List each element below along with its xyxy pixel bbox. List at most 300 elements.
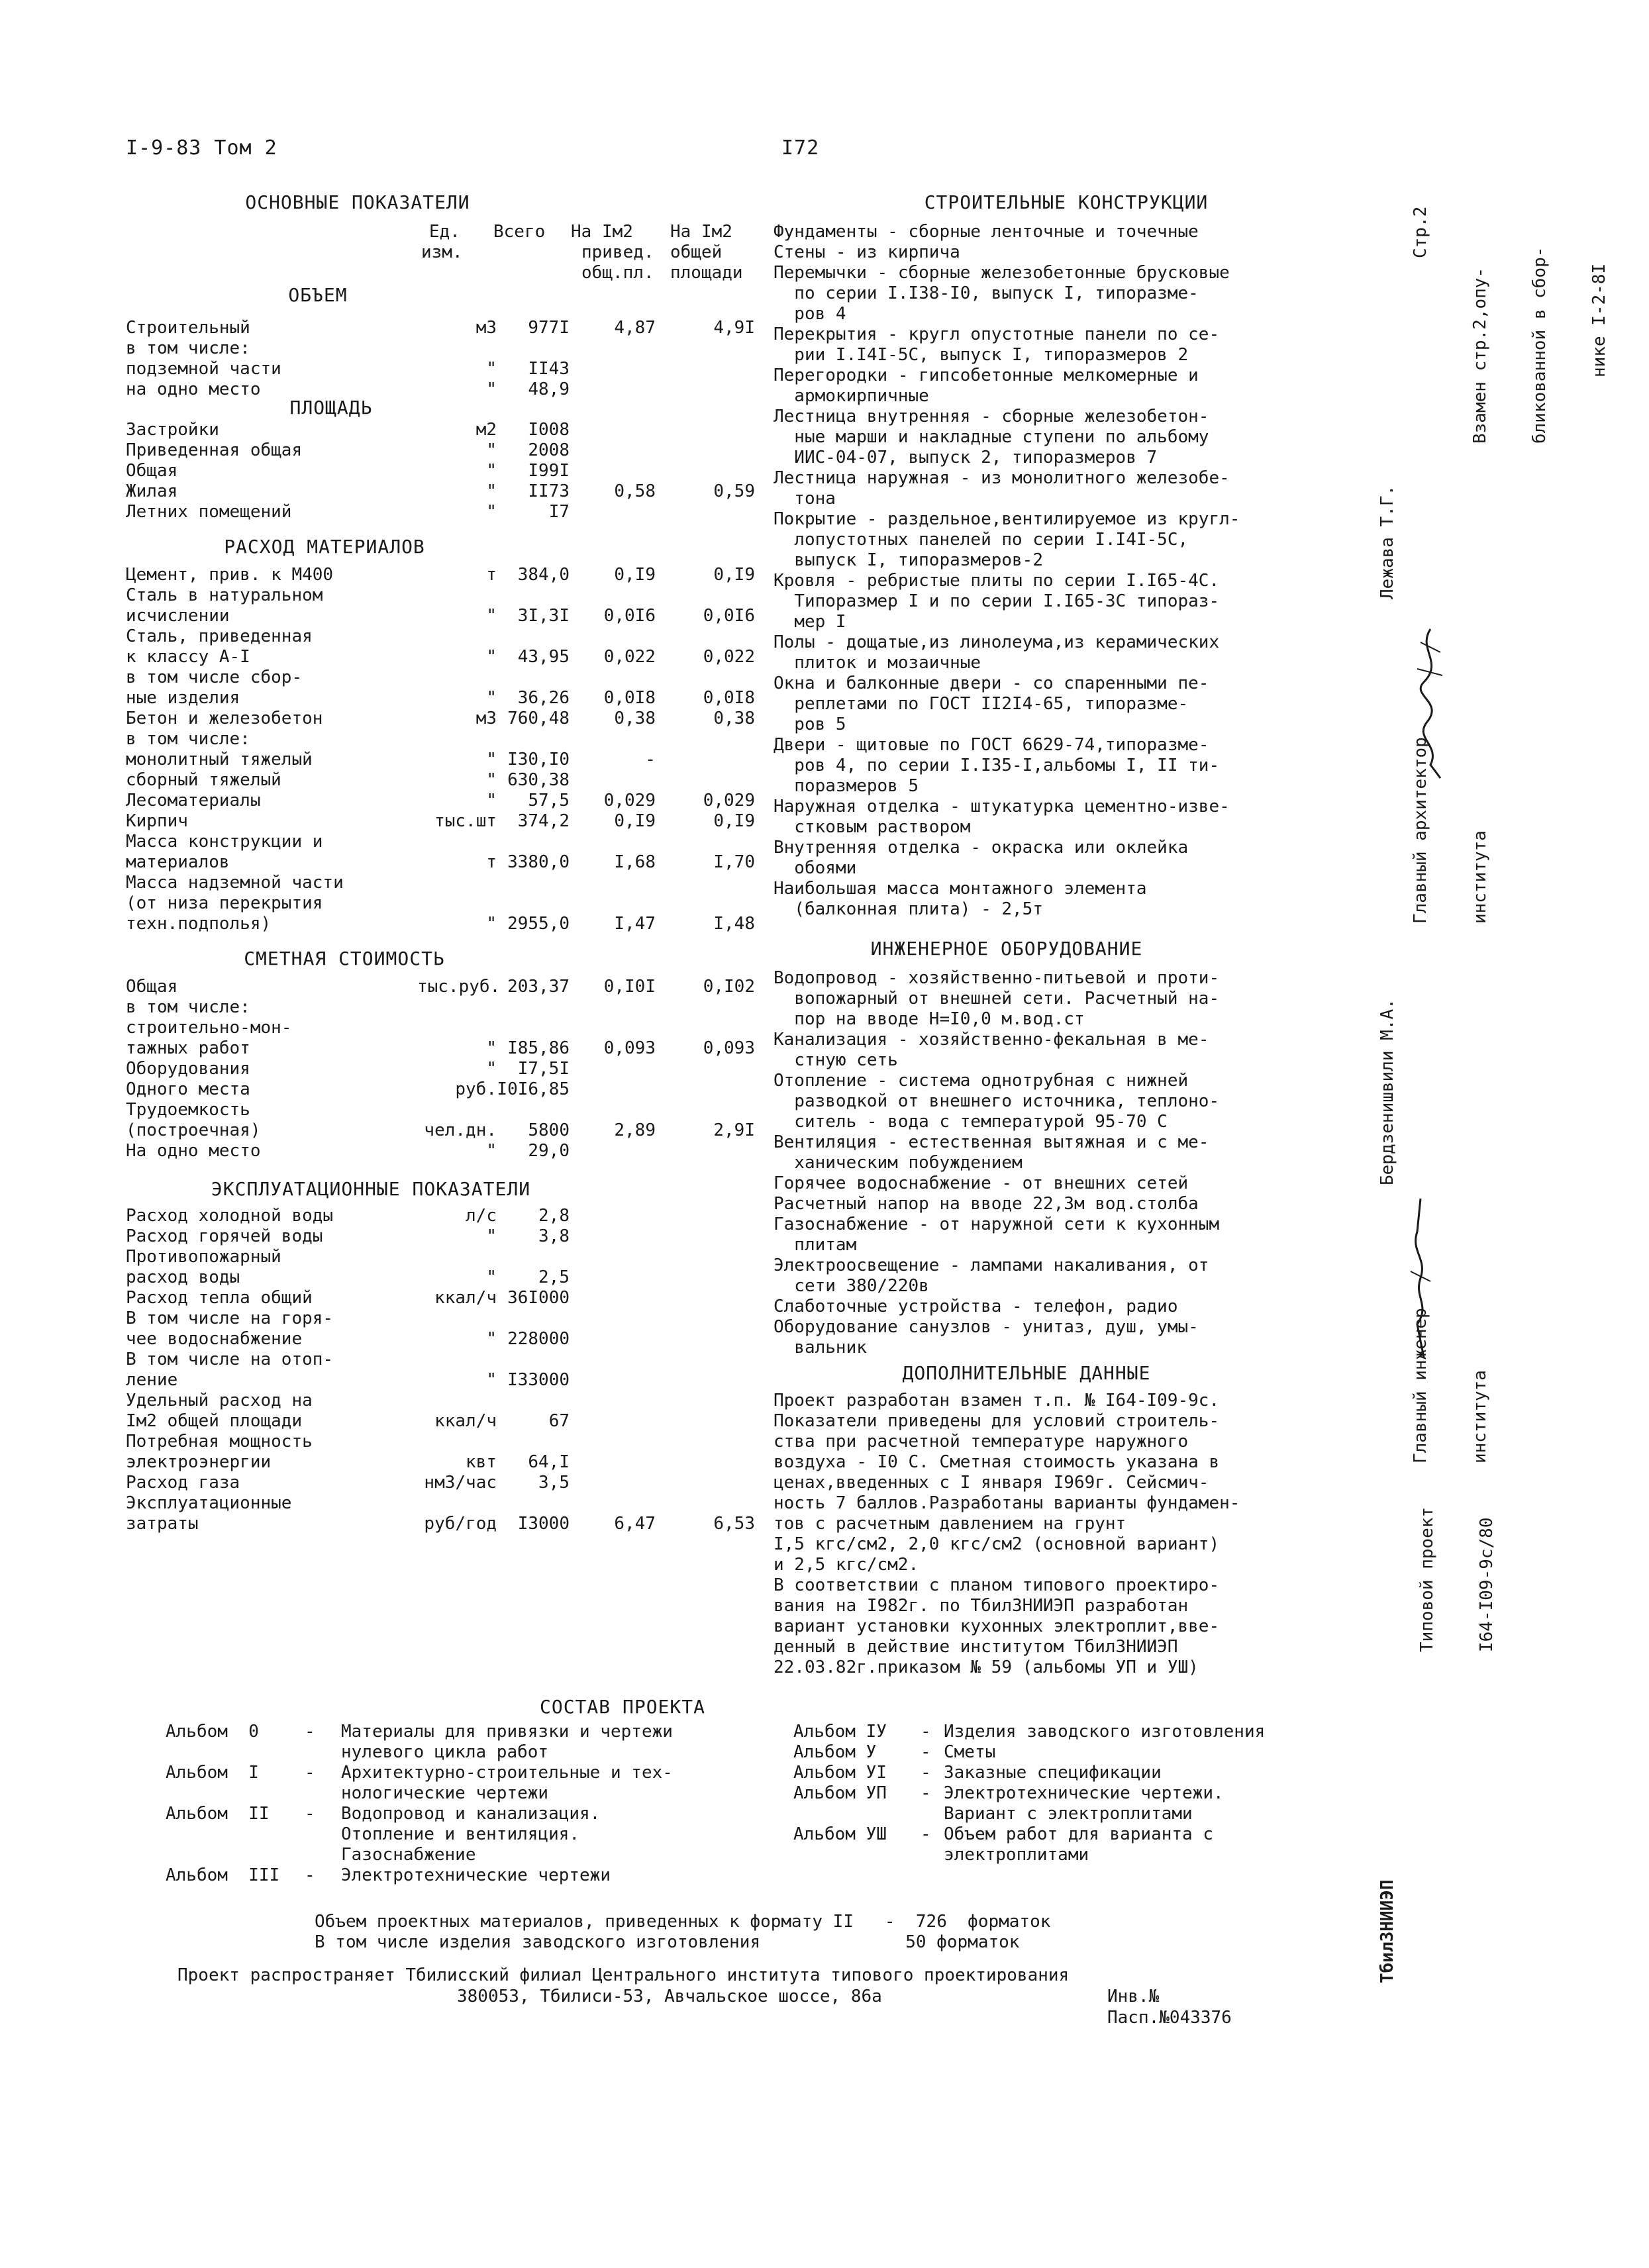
indicator-per-total: I,48 bbox=[713, 914, 755, 934]
engineering-line: ситель - вода с температурой 95-70 С bbox=[774, 1112, 1168, 1132]
indicator-unit: м3 bbox=[475, 318, 497, 338]
indicator-row bbox=[126, 606, 775, 626]
indicator-total: 43,95 bbox=[517, 647, 570, 667]
indicator-label: в том числе: bbox=[126, 997, 250, 1017]
section-cost: СМЕТНАЯ СТОИМОСТЬ bbox=[244, 948, 445, 969]
indicator-row bbox=[126, 420, 775, 440]
indicator-unit: " bbox=[486, 502, 497, 522]
structures-line: Лестница наружная - из монолитного железобе- bbox=[774, 468, 1230, 488]
indicator-row bbox=[126, 688, 775, 709]
structures-line: тона bbox=[774, 489, 836, 509]
structures-line: стковым раствором bbox=[774, 817, 971, 837]
indicator-label: Расход газа bbox=[126, 1473, 240, 1493]
indicator-per-total: 0,093 bbox=[703, 1038, 755, 1058]
indicator-label: (от низа перекрытия bbox=[126, 893, 323, 913]
section-volume: ОБЪЕМ bbox=[288, 284, 348, 306]
indicator-label: Цемент, прив. к М400 bbox=[126, 565, 334, 585]
indicator-unit: " bbox=[486, 1370, 497, 1390]
indicator-label: Расход тепла общий bbox=[126, 1288, 313, 1308]
indicator-per-reduced: I,47 bbox=[614, 914, 656, 934]
engineering-line: пор на вводе Н=I0,0 м.вод.ст bbox=[774, 1009, 1085, 1029]
album-code: Альбом УI bbox=[793, 1763, 887, 1783]
indicator-label: затраты bbox=[126, 1514, 199, 1534]
project-line-1: Типовой проект bbox=[1417, 1506, 1437, 1652]
engineering-line: стную сеть bbox=[774, 1050, 898, 1070]
indicator-per-reduced: 0,029 bbox=[603, 791, 656, 811]
structures-line: Типоразмер I и по серии I.I65-3С типораз- bbox=[774, 591, 1220, 611]
structures-line: по серии I.I38-I0, выпуск I, типоразме- bbox=[774, 283, 1199, 303]
indicator-label: Оборудования bbox=[126, 1059, 250, 1079]
indicator-unit: " bbox=[486, 440, 497, 460]
indicator-row bbox=[126, 873, 775, 893]
engineering-line: сети 380/220в bbox=[774, 1276, 929, 1296]
indicator-total: II43 bbox=[528, 359, 570, 379]
indicator-row bbox=[126, 1493, 775, 1514]
indicator-total: 630,38 bbox=[507, 770, 570, 790]
structures-line: Стены - из кирпича bbox=[774, 242, 960, 262]
indicator-per-reduced: 0,093 bbox=[603, 1038, 656, 1058]
indicator-per-total: 4,9I bbox=[713, 318, 755, 338]
structures-line: Фундаменты - сборные ленточные и точечные bbox=[774, 222, 1199, 242]
indicator-per-total: 0,029 bbox=[703, 791, 755, 811]
indicator-label: на одно место bbox=[126, 379, 261, 399]
indicator-row bbox=[126, 1141, 775, 1161]
indicator-total: 3I,3I bbox=[517, 606, 570, 626]
structures-line: ИИС-04-07, выпуск 2, типоразмеров 7 bbox=[774, 448, 1158, 468]
indicator-unit: " bbox=[486, 379, 497, 399]
indicator-label: чее водоснабжение bbox=[126, 1329, 303, 1349]
additional-line: тов с расчетным давлением на грунт bbox=[774, 1514, 1126, 1534]
indicator-label: Общая bbox=[126, 977, 178, 997]
indicator-unit: " bbox=[486, 750, 497, 769]
structures-line: ров 4 bbox=[774, 304, 846, 324]
additional-line: и 2,5 кгс/см2. bbox=[774, 1555, 919, 1575]
volume-line-1: Объем проектных материалов, приведенных к формату II - 726 форматок bbox=[315, 1912, 1051, 1932]
album-code: Альбом УП bbox=[793, 1783, 887, 1803]
indicator-unit: " bbox=[486, 1267, 497, 1287]
indicator-label: (построечная) bbox=[126, 1120, 261, 1140]
structures-line: Покрытие - раздельное,вентилируемое из кругл- bbox=[774, 509, 1240, 529]
structures-line: ные марши и накладные ступени по альбому bbox=[774, 427, 1209, 447]
engineering-line: Горячее водоснабжение - от внешних сетей bbox=[774, 1173, 1189, 1193]
indicator-label: ные изделия bbox=[126, 688, 240, 708]
indicator-total: I0I6,85 bbox=[497, 1079, 570, 1099]
indicator-label: Сталь, приведенная bbox=[126, 626, 313, 646]
structures-line: ров 5 bbox=[774, 715, 846, 734]
indicator-unit: " bbox=[486, 1226, 497, 1246]
indicator-total: 67 bbox=[548, 1411, 570, 1431]
structures-line: поразмеров 5 bbox=[774, 776, 919, 796]
album-code: Альбом УШ bbox=[793, 1824, 887, 1844]
album-description: Вариант с электроплитами bbox=[944, 1804, 1193, 1824]
indicator-per-total: 2,9I bbox=[713, 1120, 755, 1140]
indicator-row bbox=[126, 461, 775, 481]
structures-line: обоями bbox=[774, 858, 857, 878]
indicator-per-reduced: 0,I9 bbox=[614, 565, 656, 585]
indicator-row bbox=[126, 729, 775, 750]
stamp-engineer-role bbox=[1371, 1308, 1530, 1463]
indicator-per-reduced: 0,38 bbox=[614, 709, 656, 728]
indicator-per-total: 6,53 bbox=[713, 1514, 755, 1534]
engineering-line: вальник bbox=[774, 1338, 867, 1357]
structures-line: лопустотных панелей по серии I.I4I-5С, bbox=[774, 530, 1189, 550]
col-per-tot-1: На Iм2 bbox=[670, 222, 732, 242]
indicator-label: На одно место bbox=[126, 1141, 261, 1161]
indicator-label: подземной части bbox=[126, 359, 281, 379]
engineer-role-line-1: Главный инженер bbox=[1411, 1308, 1430, 1463]
indicator-per-reduced: - bbox=[645, 750, 656, 769]
indicator-row bbox=[126, 1308, 775, 1329]
indicator-row bbox=[126, 977, 775, 997]
indicator-row bbox=[126, 1206, 775, 1226]
album-dash: - bbox=[921, 1783, 931, 1803]
stamp-architect-name: Лежава Т.Г. bbox=[1377, 485, 1397, 599]
indicator-label: в том числе: bbox=[126, 729, 250, 749]
indicator-label: исчислении bbox=[126, 606, 230, 626]
stamp-note-line-4: нике I-2-8I bbox=[1589, 263, 1609, 377]
album-code: Альбом III bbox=[166, 1865, 280, 1885]
indicator-unit: " bbox=[486, 1038, 497, 1058]
section-area: ПЛОЩАДЬ bbox=[289, 397, 373, 419]
structures-line: Перемычки - сборные железобетонные брусковые bbox=[774, 263, 1230, 283]
indicator-label: в том числе: bbox=[126, 338, 250, 358]
engineering-line: ханическим побуждением bbox=[774, 1153, 1023, 1173]
indicator-total: 5800 bbox=[528, 1120, 570, 1140]
indicator-row bbox=[126, 1370, 775, 1391]
indicator-total: II73 bbox=[528, 481, 570, 501]
architect-role-line-1: Главный архитектор bbox=[1411, 737, 1430, 924]
indicator-per-total: 0,59 bbox=[713, 481, 755, 501]
indicator-total: 64,I bbox=[528, 1452, 570, 1472]
engineer-role-line-2: института bbox=[1470, 1370, 1490, 1463]
engineering-line: разводкой от внешнего источника, теплоно- bbox=[774, 1091, 1220, 1111]
indicator-row bbox=[126, 811, 775, 832]
indicator-total: 36,26 bbox=[517, 688, 570, 708]
indicator-per-total: 0,I02 bbox=[703, 977, 755, 997]
indicator-label: Приведенная общая bbox=[126, 440, 303, 460]
indicator-per-reduced: 0,022 bbox=[603, 647, 656, 667]
indicator-per-reduced: 0,I9 bbox=[614, 811, 656, 831]
indicator-unit: " bbox=[486, 770, 497, 790]
indicator-unit: руб/год bbox=[424, 1514, 497, 1534]
indicator-row bbox=[126, 791, 775, 811]
indicator-label: Лесоматериалы bbox=[126, 791, 261, 811]
indicator-row bbox=[126, 750, 775, 770]
structures-line: мер I bbox=[774, 612, 846, 632]
additional-line: воздуха - I0 С. Сметная стоимость указана в bbox=[774, 1452, 1220, 1472]
indicator-per-reduced: 6,47 bbox=[614, 1514, 656, 1534]
indicator-label: Iм2 общей площади bbox=[126, 1411, 303, 1431]
structures-line: Перекрытия - кругл опустотные панели по се- bbox=[774, 324, 1220, 344]
volume-line-2: В том числе изделия заводского изготовления 50 форматок bbox=[315, 1932, 1020, 1952]
album-description: Электротехнические чертежи bbox=[341, 1865, 611, 1885]
stamp-note-line-3: бликованной в сбор- bbox=[1530, 246, 1550, 444]
structures-line: Двери - щитовые по ГОСТ 6629-74,типоразме- bbox=[774, 735, 1209, 755]
indicator-row bbox=[126, 502, 775, 522]
stamp-org: ТбилЗНИИЭП bbox=[1377, 1879, 1397, 1983]
indicator-per-total: 0,38 bbox=[713, 709, 755, 728]
indicator-total: I7,5I bbox=[517, 1059, 570, 1079]
indicator-total: 2955,0 bbox=[507, 914, 570, 934]
col-per-tot-3: площади bbox=[670, 263, 743, 283]
engineering-line: Водопровод - хозяйственно-питьевой и проти- bbox=[774, 968, 1220, 988]
album-dash: - bbox=[921, 1742, 931, 1762]
indicator-total: 48,9 bbox=[528, 379, 570, 399]
indicator-per-reduced: 4,87 bbox=[614, 318, 656, 338]
indicator-row bbox=[126, 1018, 775, 1038]
indicator-row bbox=[126, 1226, 775, 1247]
indicator-label: техн.подполья) bbox=[126, 914, 272, 934]
indicator-row bbox=[126, 1432, 775, 1452]
additional-title: ДОПОЛНИТЕЛЬНЫЕ ДАННЫЕ bbox=[902, 1362, 1151, 1384]
indicator-label: Бетон и железобетон bbox=[126, 709, 323, 728]
indicator-unit: " bbox=[486, 481, 497, 501]
indicator-label: строительно-мон- bbox=[126, 1018, 292, 1038]
indicator-unit: " bbox=[486, 359, 497, 379]
indicator-label: Жилая bbox=[126, 481, 178, 501]
engineering-line: Оборудование санузлов - унитаз, душ, умы- bbox=[774, 1317, 1199, 1337]
indicator-per-total: 0,I9 bbox=[713, 811, 755, 831]
indicator-row bbox=[126, 1079, 775, 1100]
additional-line: ность 7 баллов.Разработаны варианты фундамен- bbox=[774, 1493, 1240, 1513]
stamp-engineer-name: Бердзенишвили М.А. bbox=[1377, 999, 1397, 1185]
section-materials: РАСХОД МАТЕРИАЛОВ bbox=[224, 536, 425, 558]
indicator-unit: ккал/ч bbox=[434, 1288, 497, 1308]
indicator-total: 384,0 bbox=[517, 565, 570, 585]
additional-line: В соответствии с планом типового проектиро- bbox=[774, 1575, 1220, 1595]
indicator-total: 2008 bbox=[528, 440, 570, 460]
col-per-red-3: общ.пл. bbox=[581, 263, 654, 283]
album-description: Архитектурно-строительные и тех- bbox=[341, 1763, 673, 1783]
indicator-total: I008 bbox=[528, 420, 570, 440]
engineering-line: Слаботочные устройства - телефон, радио bbox=[774, 1297, 1178, 1316]
indicator-label: Строительный bbox=[126, 318, 250, 338]
indicator-total: I3000 bbox=[517, 1514, 570, 1534]
additional-line: вания на I982г. по ТбилЗНИИЭП разработан bbox=[774, 1596, 1189, 1616]
indicator-total: I33000 bbox=[507, 1370, 570, 1390]
album-description: электроплитами bbox=[944, 1845, 1089, 1865]
indicator-per-reduced: 0,0I6 bbox=[603, 606, 656, 626]
indicator-row bbox=[126, 1452, 775, 1473]
structures-line: реплетами по ГОСТ II2I4-65, типоразме- bbox=[774, 694, 1189, 714]
indicator-unit: " bbox=[486, 1059, 497, 1079]
engineering-line: Газоснабжение - от наружной сети к кухонным bbox=[774, 1214, 1220, 1234]
additional-line: денный в действие институтом ТбилЗНИИЭП bbox=[774, 1637, 1178, 1657]
indicator-label: Расход горячей воды bbox=[126, 1226, 323, 1246]
structures-line: Лестница внутренняя - сборные железобетон- bbox=[774, 407, 1209, 426]
album-description: Отопление и вентиляция. bbox=[341, 1824, 580, 1844]
indicator-total: 2,5 bbox=[538, 1267, 570, 1287]
indicator-label: Сталь в натуральном bbox=[126, 585, 323, 605]
album-description: Изделия заводского изготовления bbox=[944, 1722, 1266, 1742]
indicator-unit: м3 bbox=[475, 709, 497, 728]
indicator-unit: м2 bbox=[475, 420, 497, 440]
indicator-row bbox=[126, 1514, 775, 1534]
album-description: Материалы для привязки и чертежи bbox=[341, 1722, 673, 1742]
indicator-total: 3380,0 bbox=[507, 852, 570, 872]
indicator-label: ление bbox=[126, 1370, 178, 1390]
structures-line: рии I.I4I-5С, выпуск I, типоразмеров 2 bbox=[774, 345, 1189, 365]
engineering-line: Канализация - хозяйственно-фекальная в ме- bbox=[774, 1030, 1209, 1050]
indicator-total: 2,8 bbox=[538, 1206, 570, 1226]
architect-role-line-2: института bbox=[1470, 830, 1490, 924]
section-operation: ЭКСПЛУАТАЦИОННЫЕ ПОКАЗАТЕЛИ bbox=[211, 1178, 531, 1200]
indicator-unit: т bbox=[486, 852, 497, 872]
col-per-red-1: На Iм2 bbox=[571, 222, 633, 242]
additional-line: Проект разработан взамен т.п. № I64-I09-9с. bbox=[774, 1391, 1220, 1410]
engineering-line: Отопление - система однотрубная с нижней bbox=[774, 1071, 1189, 1091]
indicator-row bbox=[126, 893, 775, 914]
album-dash: - bbox=[305, 1804, 315, 1824]
indicator-row bbox=[126, 359, 775, 379]
indicators-title: ОСНОВНЫЕ ПОКАЗАТЕЛИ bbox=[245, 191, 470, 213]
engineering-line: Электроосвещение - лампами накаливания, от bbox=[774, 1256, 1209, 1275]
album-description: Объем работ для варианта с bbox=[944, 1824, 1213, 1844]
indicator-per-reduced: I,68 bbox=[614, 852, 656, 872]
album-description: Сметы bbox=[944, 1742, 996, 1762]
indicator-row bbox=[126, 832, 775, 852]
structures-line: ров 4, по серии I.I35-I,альбомы I, II ти- bbox=[774, 756, 1220, 775]
col-unit-1: Ед. bbox=[429, 222, 460, 242]
structures-title: СТРОИТЕЛЬНЫЕ КОНСТРУКЦИИ bbox=[924, 191, 1209, 213]
indicator-row bbox=[126, 1329, 775, 1350]
indicator-row bbox=[126, 565, 775, 585]
indicator-row bbox=[126, 1038, 775, 1059]
structures-line: Кровля - ребристые плиты по серии I.I65-4С. bbox=[774, 571, 1220, 591]
indicator-unit: " bbox=[486, 647, 497, 667]
structures-line: Окна и балконные двери - со спаренными пе- bbox=[774, 673, 1209, 693]
additional-line: вариант установки кухонных электроплит,вве- bbox=[774, 1616, 1220, 1636]
indicator-total: 977I bbox=[528, 318, 570, 338]
indicator-unit: " bbox=[486, 461, 497, 481]
indicator-label: монолитный тяжелый bbox=[126, 750, 313, 769]
indicator-unit: нм3/час bbox=[424, 1473, 497, 1493]
indicator-unit: квт bbox=[466, 1452, 497, 1472]
stamp-note bbox=[1371, 207, 1649, 444]
indicator-label: Противопожарный bbox=[126, 1247, 281, 1267]
distributor-line-1: Проект распространяет Тбилисский филиал Центрального института типового проектирования bbox=[177, 1965, 1070, 1985]
indicator-row bbox=[126, 709, 775, 729]
indicator-per-total: 0,0I8 bbox=[703, 688, 755, 708]
indicator-unit: тыс.руб. bbox=[417, 977, 501, 997]
col-per-red-2: привед. bbox=[581, 242, 654, 262]
indicator-total: I7 bbox=[548, 502, 570, 522]
album-dash: - bbox=[921, 1824, 931, 1844]
indicator-label: тажных работ bbox=[126, 1038, 250, 1058]
indicator-per-total: 0,I9 bbox=[713, 565, 755, 585]
indicator-total: 3,8 bbox=[538, 1226, 570, 1246]
album-description: нологические чертежи bbox=[341, 1783, 549, 1803]
indicator-label: электроэнергии bbox=[126, 1452, 272, 1472]
album-description: Водопровод и канализация. bbox=[341, 1804, 601, 1824]
inv-label: Инв.№ bbox=[1107, 1987, 1160, 2006]
structures-line: (балконная плита) - 2,5т bbox=[774, 899, 1043, 919]
indicator-row bbox=[126, 440, 775, 461]
indicator-total: 36I000 bbox=[507, 1288, 570, 1308]
indicator-total: 57,5 bbox=[528, 791, 570, 811]
structures-line: Перегородки - гипсобетонные мелкомерные и bbox=[774, 366, 1199, 385]
indicator-label: Кирпич bbox=[126, 811, 188, 831]
indicator-unit: " bbox=[486, 914, 497, 934]
engineering-line: вопожарный от внешней сети. Расчетный на- bbox=[774, 989, 1220, 1009]
indicator-label: в том числе сбор- bbox=[126, 667, 303, 687]
structures-line: Наибольшая масса монтажного элемента bbox=[774, 879, 1147, 899]
indicator-unit: л/с bbox=[466, 1206, 497, 1226]
indicator-per-reduced: 0,I0I bbox=[603, 977, 656, 997]
indicator-total: I30,I0 bbox=[507, 750, 570, 769]
indicator-label: Одного места bbox=[126, 1079, 250, 1099]
engineering-title: ИНЖЕНЕРНОЕ ОБОРУДОВАНИЕ bbox=[870, 938, 1143, 960]
indicator-label: Общая bbox=[126, 461, 178, 481]
indicator-row bbox=[126, 852, 775, 873]
indicator-label: к классу А-I bbox=[126, 647, 250, 667]
project-line-2: I64-I09-9с/80 bbox=[1477, 1517, 1497, 1652]
indicator-total: 228000 bbox=[507, 1329, 570, 1349]
indicator-label: В том числе на горя- bbox=[126, 1308, 334, 1328]
indicator-per-total: I,70 bbox=[713, 852, 755, 872]
indicator-per-total: 0,022 bbox=[703, 647, 755, 667]
col-total: Всего bbox=[493, 222, 546, 242]
indicator-label: Масса надземной части bbox=[126, 873, 344, 893]
album-dash: - bbox=[921, 1722, 931, 1742]
stamp-architect-role bbox=[1371, 737, 1530, 924]
indicator-row bbox=[126, 1473, 775, 1493]
indicator-total: I99I bbox=[528, 461, 570, 481]
indicator-per-reduced: 2,89 bbox=[614, 1120, 656, 1140]
indicator-row bbox=[126, 1350, 775, 1370]
stamp-project bbox=[1377, 1507, 1536, 1652]
col-per-tot-2: общей bbox=[670, 242, 723, 262]
indicator-total: 29,0 bbox=[528, 1141, 570, 1161]
series-header: I-9-83 Том 2 bbox=[126, 136, 277, 160]
indicator-row bbox=[126, 1267, 775, 1288]
indicator-unit: руб. bbox=[455, 1079, 497, 1099]
indicator-row bbox=[126, 481, 775, 502]
album-dash: - bbox=[305, 1722, 315, 1742]
indicator-row bbox=[126, 1411, 775, 1432]
album-code: Альбом II bbox=[166, 1804, 270, 1824]
indicator-row bbox=[126, 1059, 775, 1079]
indicator-unit: " bbox=[486, 688, 497, 708]
page-number: I72 bbox=[781, 136, 820, 160]
indicator-total: 760,48 bbox=[507, 709, 570, 728]
indicator-label: Удельный расход на bbox=[126, 1391, 313, 1410]
indicator-unit: т bbox=[486, 565, 497, 585]
indicator-label: материалов bbox=[126, 852, 230, 872]
additional-line: ства при расчетной температуре наружного bbox=[774, 1432, 1189, 1452]
indicator-label: Летних помещений bbox=[126, 502, 292, 522]
indicator-row bbox=[126, 770, 775, 791]
indicator-row bbox=[126, 338, 775, 359]
album-dash: - bbox=[305, 1865, 315, 1885]
indicator-per-reduced: 0,58 bbox=[614, 481, 656, 501]
indicator-total: 3,5 bbox=[538, 1473, 570, 1493]
indicator-row bbox=[126, 647, 775, 667]
indicator-unit: " bbox=[486, 606, 497, 626]
indicator-label: Масса конструкции и bbox=[126, 832, 323, 852]
indicator-row bbox=[126, 997, 775, 1018]
indicator-unit: ккал/ч bbox=[434, 1411, 497, 1431]
indicator-label: Эксплуатационные bbox=[126, 1493, 292, 1513]
additional-line: Показатели приведены для условий строитель- bbox=[774, 1411, 1220, 1431]
album-dash: - bbox=[921, 1763, 931, 1783]
indicator-label: В том числе на отоп- bbox=[126, 1350, 334, 1369]
album-code: Альбом У bbox=[793, 1742, 877, 1762]
structures-line: Полы - дощатые,из линолеума,из керамических bbox=[774, 632, 1220, 652]
engineering-line: Вентиляция - естественная вытяжная и с ме- bbox=[774, 1132, 1209, 1152]
pasp-label: Пасп.№043376 bbox=[1107, 2008, 1232, 2028]
indicator-per-total: 0,0I6 bbox=[703, 606, 755, 626]
